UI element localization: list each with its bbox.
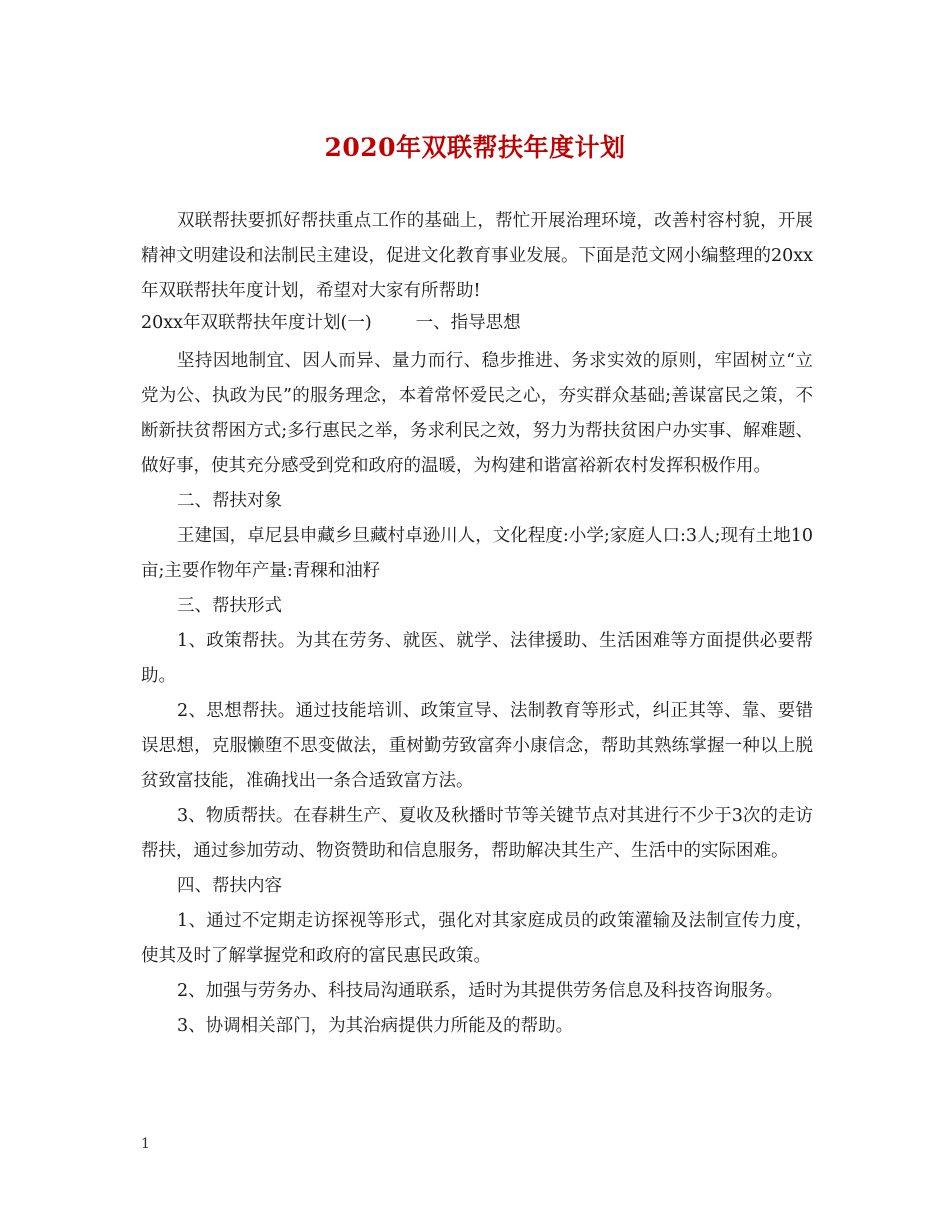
- section-heading-assistance-target: 二、帮扶对象: [177, 491, 282, 511]
- assistance-content-item: 1、通过不定期走访探视等形式，强化对其家庭成员的政策灌输及法制宣传力度，使其及时了解掌握党和政府的富民惠民政策。: [141, 911, 813, 966]
- plan-heading: 20xx年双联帮扶年度计划(一): [141, 313, 372, 333]
- guiding-thought-paragraph: 坚持因地制宜、因人而异、量力而行、稳步推进、务求实效的原则，牢固树立“立党为公、执政为民”的服务理念，本着常怀爱民之心，夯实群众基础;善谋富民之策，不断新扶贫帮困方式;多行惠民之举，务求利民之效，努力为帮扶贫困户办实事、解难题、做好事，使其充分感受到党和政府的温暖，为构建和谐富裕新农村发挥积极作用。: [141, 351, 813, 476]
- section-heading-assistance-content: 四、帮扶内容: [177, 876, 282, 896]
- intro-paragraph: 双联帮扶要抓好帮扶重点工作的基础上，帮忙开展治理环境，改善村容村貌，开展精神文明建设和法制民主建设，促进文化教育事业发展。下面是范文网小编整理的20xx年双联帮扶年度计划，希望对大家有所帮助!: [141, 211, 814, 301]
- assistance-form-item: 2、思想帮扶。通过技能培训、政策宣导、法制教育等形式，纠正其等、靠、要错误思想，克服懒堕不思变做法，重树勤劳致富奔小康信念，帮助其熟练掌握一种以上脱贫致富技能，准确找出一条合适致富方法。: [141, 701, 813, 791]
- assistance-target-paragraph: 王建国，卓尼县申藏乡旦藏村卓逊川人，文化程度:小学;家庭人口:3人;现有土地10亩;主要作物年产量:青稞和油籽: [141, 526, 813, 581]
- assistance-form-item: 1、政策帮扶。为其在劳务、就医、就学、法律援助、生活困难等方面提供必要帮助。: [141, 631, 813, 686]
- assistance-content-item: 2、加强与劳务办、科技局沟通联系，适时为其提供劳务信息及科技咨询服务。: [177, 981, 784, 1001]
- assistance-form-item: 3、物质帮扶。在春耕生产、夏收及秋播时节等关键节点对其进行不少于3次的走访帮扶，通过参加劳动、物资赞助和信息服务，帮助解决其生产、生活中的实际困难。: [141, 806, 813, 861]
- document-body: [141, 204, 813, 1044]
- document-title: 2020年双联帮扶年度计划: [324, 133, 626, 162]
- plan-heading-line: [141, 309, 813, 338]
- section-heading-assistance-form: 三、帮扶形式: [177, 596, 282, 616]
- page-number: 1: [141, 1136, 150, 1152]
- assistance-content-item: 3、协调相关部门，为其治病提供力所能及的帮助。: [177, 1016, 574, 1036]
- section-heading-guiding-thought: 一、指导思想: [415, 313, 521, 333]
